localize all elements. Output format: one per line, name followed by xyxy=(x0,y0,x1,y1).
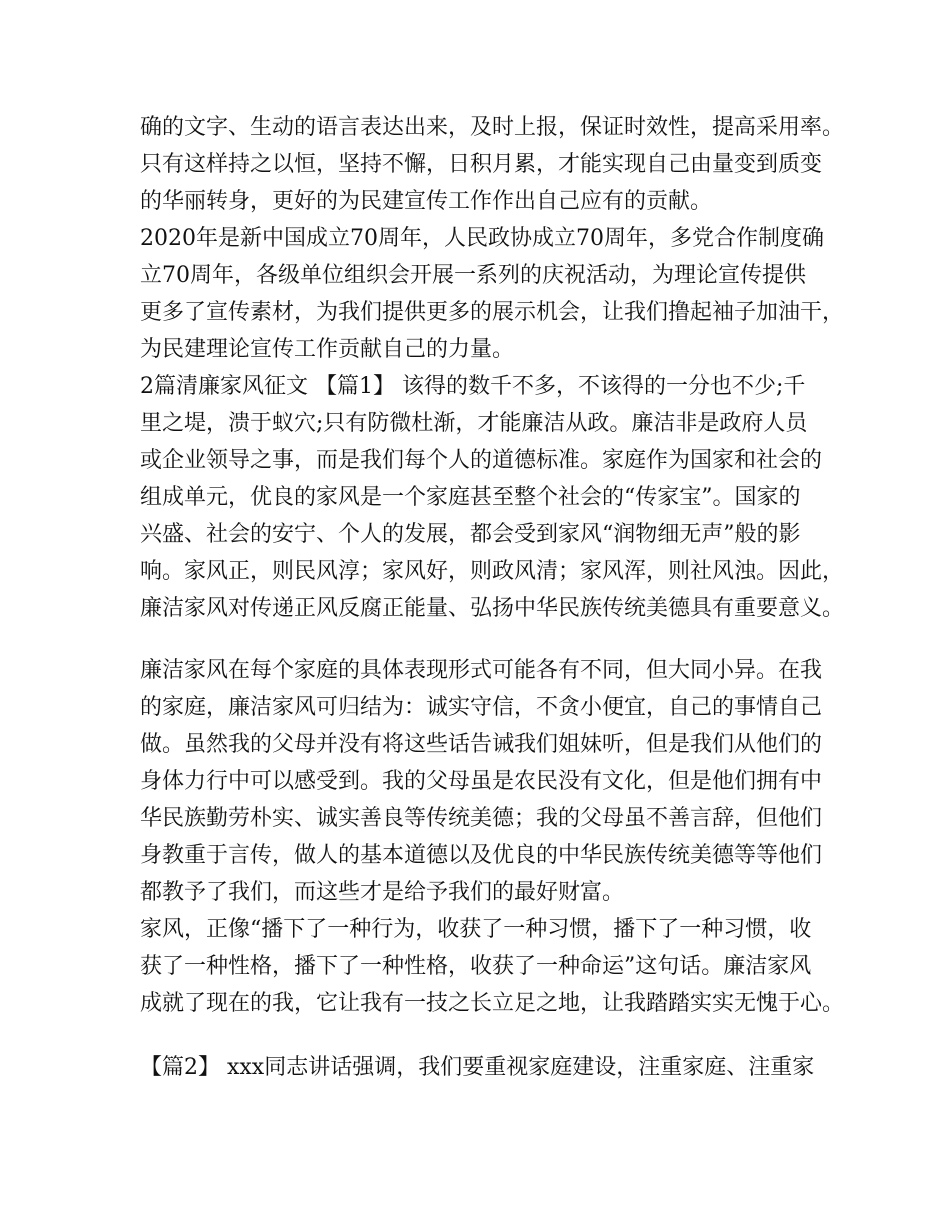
text-line: 立70周年，各级单位组织会开展一系列的庆祝活动，为理论宣传提供 xyxy=(140,263,806,288)
text-line: 响。家风正，则民风淳；家风好，则政风清；家风浑，则社风浊。因此， xyxy=(140,559,845,584)
text-line: 确的文字、生动的语言表达出来，及时上报，保证时效性，提高采用率。 xyxy=(140,115,845,140)
text-line: 2篇清廉家风征文 【篇1】 该得的数千不多，不该得的一分也不少;千 xyxy=(140,374,806,399)
text-line: 成就了现在的我，它让我有一技之长立足之地，让我踏踏实实无愧于心。 xyxy=(140,991,845,1016)
text-line: 组成单元，优良的家风是一个家庭甚至整个社会的“传家宝”。国家的 xyxy=(140,485,801,510)
text-line: 只有这样持之以恒，坚持不懈，日积月累，才能实现自己由量变到质变 xyxy=(140,152,823,177)
text-line: 为民建理论宣传工作贡献自己的力量。 xyxy=(140,337,515,362)
text-line: 做。虽然我的父母并没有将这些话告诫我们姐妹听，但是我们从他们的 xyxy=(140,732,823,757)
text-line: 兴盛、社会的安宁、个人的发展，都会受到家风“润物细无声”般的影 xyxy=(140,522,801,547)
text-line: 获了一种性格，播下了一种性格，收获了一种命运”这句话。廉洁家风 xyxy=(140,954,812,979)
text-line: 都教予了我们，而这些才是给予我们的最好财富。 xyxy=(140,880,625,905)
text-line: 里之堤，溃于蚁穴;只有防微杜渐，才能廉洁从政。廉洁非是政府人员 xyxy=(140,411,808,436)
text-line: 华民族勤劳朴实、诚实善良等传统美德；我的父母虽不善言辞，但他们 xyxy=(140,806,823,831)
text-line: 的华丽转身，更好的为民建宣传工作作出自己应有的贡献。 xyxy=(140,189,713,214)
text-line: 的家庭，廉洁家风可归结为：诚实守信，不贪小便宜，自己的事情自己 xyxy=(140,695,823,720)
text-line: 【篇2】 xxx同志讲话强调，我们要重视家庭建设，注重家庭、注重家 xyxy=(140,1055,815,1080)
text-line: 更多了宣传素材，为我们提供更多的展示机会，让我们撸起袖子加油干， xyxy=(140,300,845,325)
text-line: 廉洁家风在每个家庭的具体表现形式可能各有不同，但大同小异。在我 xyxy=(140,658,823,683)
text-line: 或企业领导之事，而是我们每个人的道德标准。家庭作为国家和社会的 xyxy=(140,448,823,473)
text-line: 身教重于言传，做人的基本道德以及优良的中华民族传统美德等等他们 xyxy=(140,843,823,868)
text-line: 2020年是新中国成立70周年，人民政协成立70周年，多党合作制度确 xyxy=(140,226,824,251)
text-line: 廉洁家风对传递正风反腐正能量、弘扬中华民族传统美德具有重要意义。 xyxy=(140,596,845,621)
text-line: 身体力行中可以感受到。我的父母虽是农民没有文化，但是他们拥有中 xyxy=(140,769,823,794)
text-line: 家风，正像“播下了一种行为，收获了一种习惯，播下了一种习惯，收 xyxy=(140,917,812,942)
